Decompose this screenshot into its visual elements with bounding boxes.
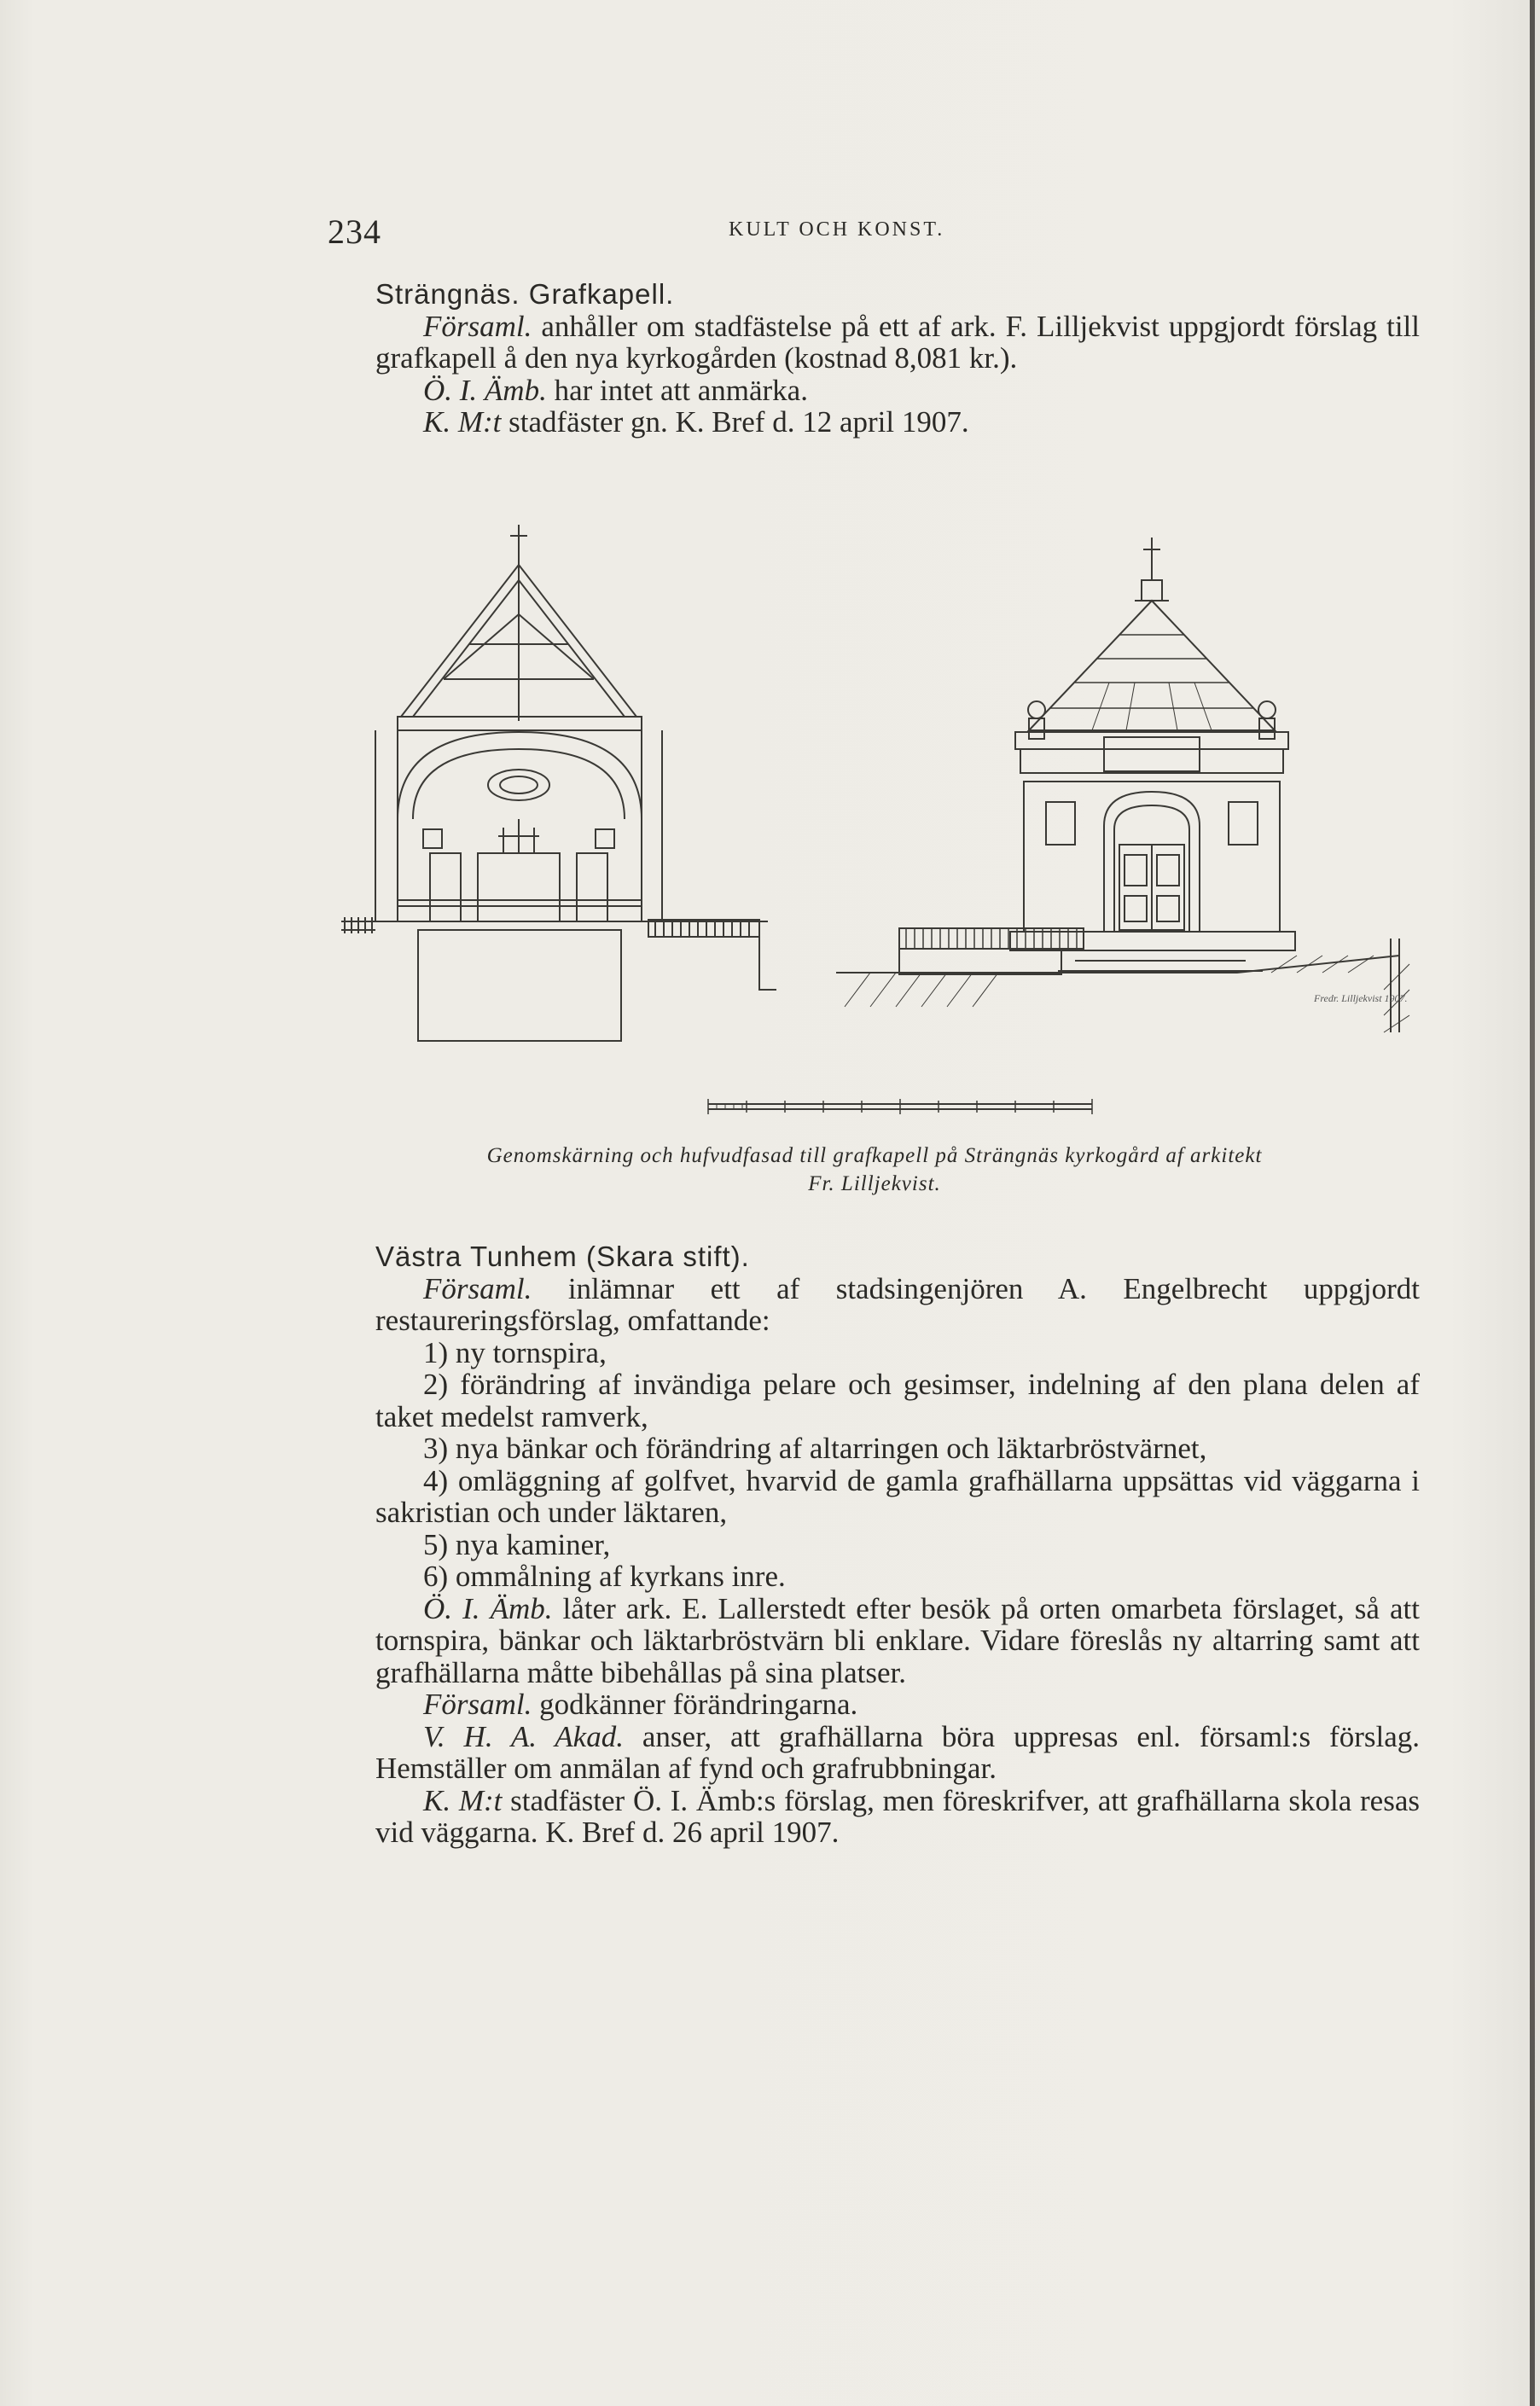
section-heading: Västra Tunhem (Skara stift). <box>375 1241 750 1272</box>
lead: K. M:t <box>423 1783 503 1817</box>
figure-caption <box>328 1142 1421 1198</box>
list-item: 2) förändring af invändiga pelare och gesimser, indelning af den plana delen af taket medelst ramverk, <box>375 1368 1420 1433</box>
lead: V. H. A. Akad. <box>423 1719 624 1753</box>
list-item: 3) nya bänkar och förändring af altarringen och läktarbröstvärnet, <box>423 1432 1207 1465</box>
page-number: 234 <box>328 212 381 251</box>
body-text: inlämnar ett af stadsingenjören A. Engelbrecht uppgjordt restaureringsförslag, omfattande: <box>375 1271 1420 1337</box>
caption-line: Fr. Lilljekvist. <box>808 1172 941 1195</box>
list-item: 6) ommålning af kyrkans inre. <box>423 1560 786 1593</box>
body-text: anser, att grafhällarna böra uppresas enl. församl:s förslag. Hemställer om anmälan af fynd och grafrubbningar. <box>375 1719 1420 1785</box>
body-text: anhåller om stadfästelse på ett af ark. F. Lilljekvist uppgjordt förslag till grafkapell å den nya kyrkogården (kostnad 8,081 kr.). <box>375 309 1420 375</box>
body-text: godkänner förändringarna. <box>532 1688 858 1721</box>
page-edge-shadow <box>1530 0 1535 2406</box>
list-item: 4) omläggning af golfvet, hvarvid de gamla grafhällarna uppsättas vid väggarna i sakristian och under läktaren, <box>375 1463 1420 1529</box>
running-title: KULT OCH KONST. <box>729 218 945 241</box>
facade-view <box>836 538 1409 1032</box>
running-head <box>328 212 1421 254</box>
body-text: stadfäster gn. K. Bref d. 12 april 1907. <box>501 405 969 439</box>
lead: Ö. I. Ämb. <box>423 1591 553 1625</box>
section-strangnas <box>375 278 1420 439</box>
scale-bar <box>708 1099 1092 1114</box>
paragraph <box>375 1785 1420 1849</box>
paragraph <box>375 1273 1420 1337</box>
paragraph <box>375 1593 1420 1689</box>
section-heading: Strängnäs. Grafkapell. <box>375 278 675 310</box>
paragraph <box>375 406 1420 439</box>
lead: K. M:t <box>423 405 502 439</box>
paragraph <box>375 311 1420 375</box>
section-vastra-tunhem <box>375 1241 1420 1849</box>
body-text: stadfäster Ö. I. Ämb:s förslag, men föreskrifver, att grafhällarna skola resas vid väggarna. K. Bref d. 26 april 1907. <box>375 1783 1420 1849</box>
lead: Församl. <box>423 1271 532 1305</box>
lead: Ö. I. Ämb. <box>423 373 547 407</box>
paragraph <box>375 1721 1420 1785</box>
lead: Församl. <box>423 309 532 343</box>
chapel-drawing <box>341 512 1433 1126</box>
body-text: har intet att anmärka. <box>546 373 808 407</box>
lead: Församl. <box>423 1688 532 1721</box>
caption-line: Genomskärning och hufvudfasad till grafkapell på Strängnäs kyrkogård af arkitekt <box>486 1144 1263 1167</box>
paragraph <box>375 375 1420 407</box>
list-item: 1) ny tornspira, <box>423 1335 607 1369</box>
list-item: 5) nya kaminer, <box>423 1527 611 1561</box>
body-text: låter ark. E. Lallerstedt efter besök på orten omarbeta förslaget, så att tornspira, bänkar och läktarbröstvärn bli enklare. Vidare föreslås ny altarring samt att grafhällarna måtte bibehållas på sina platser. <box>375 1591 1420 1689</box>
paragraph <box>375 1688 1420 1721</box>
section-view <box>341 525 776 1041</box>
architect-signature: Fredr. Lilljekvist 1907. <box>1314 992 1408 1004</box>
